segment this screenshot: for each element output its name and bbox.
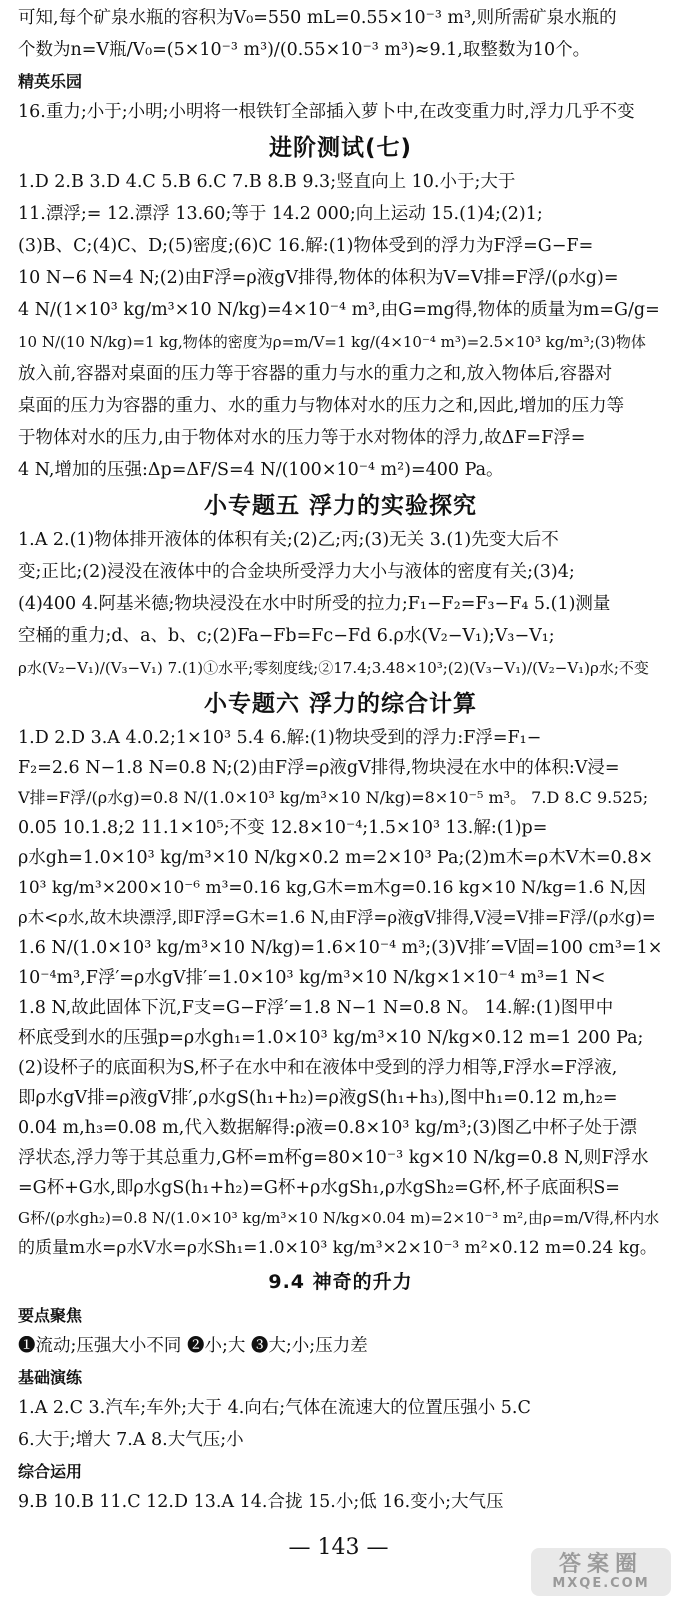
- watermark-logo: [531, 1548, 671, 1596]
- text-line: 桌面的压力为容器的重力、水的重力与物体对水的压力之和,因此,增加的压力等: [18, 396, 625, 416]
- text-line: 10³ kg/m³×200×10⁻⁶ m³=0.16 kg,G木=m木g=0.16 kg×10 N/kg=1.6 N,因: [18, 878, 646, 898]
- text-line: 10 N/(10 N/kg)=1 kg,物体的密度为ρ=m/V=1 kg/(4×10⁻⁴ m³)=2.5×10³ kg/m³;(3)物体: [18, 333, 646, 351]
- section-label: 精英乐园: [18, 72, 83, 91]
- text-line: 1.A 2.C 3.汽车;车外;大于 4.向右;气体在流速大的位置压强小 5.C: [18, 1398, 531, 1418]
- answer-page: [18, 8, 663, 1524]
- text-line: (4)400 4.阿基米德;物块浸没在水中时所受的拉力;F₁−F₂=F₃−F₄ 5.(1)测量: [18, 594, 611, 614]
- text-line: (3)B、C;(4)C、D;(5)密度;(6)C 16.解:(1)物体受到的浮力为F浮=G−F=: [18, 236, 594, 256]
- section-heading: 小专题五 浮力的实验探究: [203, 493, 477, 519]
- section-label: 基础演练: [18, 1368, 83, 1387]
- text-line: 6.大于;增大 7.A 8.大气压;小: [18, 1430, 244, 1450]
- text-line: 1.A 2.(1)物体排开液体的体积有关;(2)乙;丙;(3)无关 3.(1)先变大后不: [18, 530, 559, 550]
- section-heading: 9.4 神奇的升力: [268, 1271, 413, 1293]
- text-line: 11.漂浮;= 12.漂浮 13.60;等于 14.2 000;向上运动 15.(1)4;(2)1;: [18, 204, 543, 224]
- text-line: ρ木<ρ水,故木块漂浮,即F浮=G木=1.6 N,由F浮=ρ液gV排得,V浸=V排=F浮/(ρ水g)=: [18, 908, 656, 927]
- text-line: 的质量m水=ρ水V水=ρ水Sh₁=1.0×10³ kg/m³×2×10⁻³ m²×0.12 m=0.24 kg。: [18, 1238, 657, 1258]
- text-line: ❶流动;压强大小不同 ❷小;大 ❸大;小;压力差: [18, 1336, 368, 1356]
- text-line: 个数为n=V瓶/V₀=(5×10⁻³ m³)/(0.55×10⁻³ m³)≈9.1,取整数为10个。: [18, 40, 591, 60]
- text-line: 4 N,增加的压强:Δp=ΔF/S=4 N/(100×10⁻⁴ m²)=400 Pa。: [18, 460, 504, 480]
- section-label: 要点聚焦: [18, 1306, 83, 1325]
- text-line: 1.6 N/(1.0×10³ kg/m³×10 N/kg)=1.6×10⁻⁴ m³;(3)V排′=V固=100 cm³=1×: [18, 938, 663, 958]
- text-line: 0.04 m,h₃=0.08 m,代入数据解得:ρ液=0.8×10³ kg/m³;(3)图乙中杯子处于漂: [18, 1118, 638, 1138]
- text-line: 0.05 10.1.8;2 11.1×10⁵;不变 12.8×10⁻⁴;1.5×10³ 13.解:(1)p=: [18, 818, 548, 838]
- text-line: F₂=2.6 N−1.8 N=0.8 N;(2)由F浮=ρ液gV排得,物块浸在水中的体积:V浸=: [18, 758, 620, 778]
- text-line: V排=F浮/(ρ水g)=0.8 N/(1.0×10³ kg/m³×10 N/kg)=8×10⁻⁵ m³。 7.D 8.C 9.525;: [18, 788, 649, 807]
- text-line: G杯/(ρ水gh₂)=0.8 N/(1.0×10³ kg/m³×10 N/kg×0.04 m)=2×10⁻³ m²,由ρ=m/V得,杯内水: [18, 1209, 660, 1227]
- text-line: 杯底受到水的压强p=ρ水gh₁=1.0×10³ kg/m³×10 N/kg×0.12 m=1 200 Pa;: [18, 1028, 644, 1048]
- text-line: 于物体对水的压力,由于物体对水的压力等于水对物体的浮力,故ΔF=F浮=: [18, 428, 586, 448]
- section-heading: 进阶测试(七): [268, 135, 413, 161]
- text-line: 9.B 10.B 11.C 12.D 13.A 14.合拢 15.小;低 16.变小;大气压: [18, 1492, 504, 1512]
- text-line: 4 N/(1×10³ kg/m³×10 N/kg)=4×10⁻⁴ m³,由G=mg得,物体的质量为m=G/g=: [18, 300, 660, 320]
- section-heading: 小专题六 浮力的综合计算: [203, 691, 477, 717]
- text-line: ρ水gh=1.0×10³ kg/m³×10 N/kg×0.2 m=2×10³ Pa;(2)m木=ρ木V木=0.8×: [18, 848, 653, 868]
- text-line: 浮状态,浮力等于其总重力,G杯=m杯g=80×10⁻³ kg×10 N/kg=0.8 N,则F浮水: [18, 1148, 649, 1168]
- text-line: 放入前,容器对桌面的压力等于容器的重力与水的重力之和,放入物体后,容器对: [18, 364, 613, 384]
- text-line: 空桶的重力;d、a、b、c;(2)Fa−Fb=Fc−Fd 6.ρ水(V₂−V₁);V₃−V₁;: [18, 626, 555, 646]
- text-line: 即ρ水gV排=ρ液gV排′,ρ水gS(h₁+h₂)=ρ液gS(h₁+h₃),图中h₁=0.12 m,h₂=: [18, 1088, 618, 1108]
- text-line: 1.D 2.D 3.A 4.0.2;1×10³ 5.4 6.解:(1)物块受到的浮力:F浮=F₁−: [18, 728, 542, 748]
- text-line: 1.D 2.B 3.D 4.C 5.B 6.C 7.B 8.B 9.3;竖直向上 10.小于;大于: [18, 172, 516, 192]
- text-line: 16.重力;小于;小明;小明将一根铁钉全部插入萝卜中,在改变重力时,浮力几乎不变: [18, 102, 635, 122]
- text-line: 可知,每个矿泉水瓶的容积为V₀=550 mL=0.55×10⁻³ m³,则所需矿泉水瓶的: [18, 8, 617, 28]
- text-line: (2)设杯子的底面积为S,杯子在水中和在液体中受到的浮力相等,F浮水=F浮液,: [18, 1058, 618, 1078]
- text-line: 10⁻⁴m³,F浮′=ρ水gV排′=1.0×10³ kg/m³×10 N/kg×1×10⁻⁴ m³=1 N<: [18, 968, 606, 988]
- text-line: ρ水(V₂−V₁)/(V₃−V₁) 7.(1)①水平;零刻度线;②17.4;3.48×10³;(2)(V₃−V₁)/(V₂−V₁)ρ水;不变: [18, 659, 649, 677]
- watermark-text: 答案圈: [558, 1552, 643, 1577]
- section-label: 综合运用: [18, 1462, 83, 1481]
- text-line: =G杯+G水,即ρ水gS(h₁+h₂)=G杯+ρ水gSh₁,ρ水gSh₂=G杯,杯子底面积S=: [18, 1178, 620, 1198]
- watermark-url: MXQE.COM: [552, 1576, 650, 1591]
- text-line: 1.8 N,故此固体下沉,F支=G−F浮′=1.8 N−1 N=0.8 N。 14.解:(1)图甲中: [18, 998, 614, 1018]
- page-number: — 143 —: [288, 1535, 389, 1560]
- text-line: 变;正比;(2)浸没在液体中的合金块所受浮力大小与液体的密度有关;(3)4;: [18, 562, 575, 582]
- text-line: 10 N−6 N=4 N;(2)由F浮=ρ液gV排得,物体的体积为V=V排=F浮/(ρ水g)=: [18, 268, 619, 288]
